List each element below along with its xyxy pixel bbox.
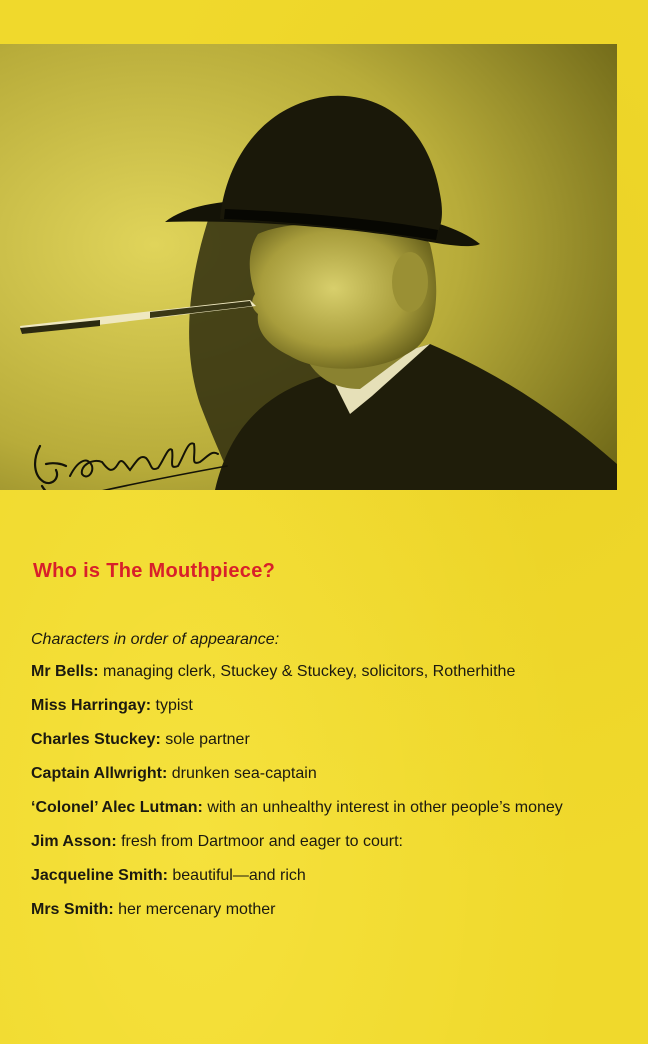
character-name: Captain Allwright: bbox=[31, 765, 168, 782]
character-name: ‘Colonel’ Alec Lutman: bbox=[31, 799, 203, 816]
character-name: Mrs Smith: bbox=[31, 901, 114, 918]
cast-item bbox=[31, 797, 611, 818]
character-description: sole partner bbox=[160, 731, 250, 748]
cast-item bbox=[31, 899, 611, 920]
cast-item bbox=[31, 695, 611, 716]
headline: Who is The Mouthpiece? bbox=[33, 560, 276, 582]
character-name: Jacqueline Smith: bbox=[31, 867, 168, 884]
character-description: typist bbox=[151, 697, 193, 714]
cast-list bbox=[31, 661, 611, 933]
character-name: Charles Stuckey: bbox=[31, 731, 161, 748]
cast-item bbox=[31, 661, 611, 682]
cast-item bbox=[31, 763, 611, 784]
cast-intro: Characters in order of appearance: bbox=[31, 631, 280, 648]
author-signature bbox=[22, 416, 232, 490]
character-name: Jim Asson: bbox=[31, 833, 117, 850]
character-description: drunken sea-captain bbox=[167, 765, 317, 782]
character-description: beautiful—and rich bbox=[167, 867, 306, 884]
character-description: managing clerk, Stuckey & Stuckey, solicitors, Rotherhithe bbox=[98, 663, 516, 680]
character-name: Mr Bells: bbox=[31, 663, 99, 680]
cast-item bbox=[31, 865, 611, 886]
cast-item bbox=[31, 831, 611, 852]
character-description: with an unhealthy interest in other people’s money bbox=[202, 799, 563, 816]
character-description: fresh from Dartmoor and eager to court: bbox=[116, 833, 403, 850]
cast-item bbox=[31, 729, 611, 750]
character-description: her mercenary mother bbox=[113, 901, 276, 918]
author-photo bbox=[0, 44, 617, 490]
character-name: Miss Harringay: bbox=[31, 697, 152, 714]
